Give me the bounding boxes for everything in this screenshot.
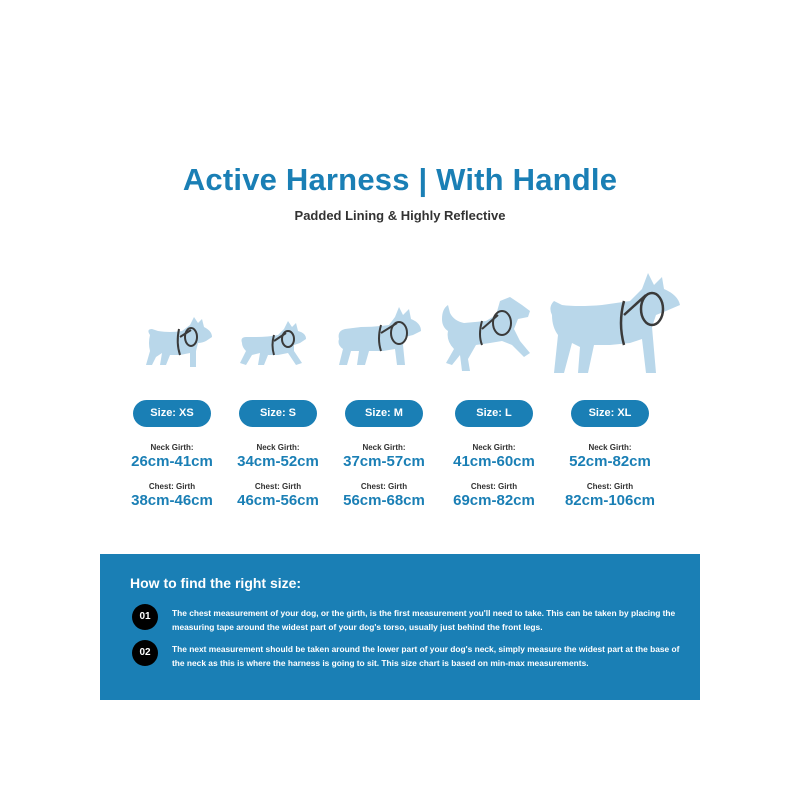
dog-l-icon — [440, 291, 536, 375]
chest-label: Chest: Girth — [586, 482, 634, 491]
size-badge: Size: L — [455, 400, 533, 427]
neck-label: Neck Girth: — [362, 443, 406, 452]
size-badge: Size: XS — [133, 400, 211, 427]
neck-label: Neck Girth: — [150, 443, 194, 452]
page-title: Active Harness | With Handle — [182, 162, 618, 197]
neck-label: Neck Girth: — [256, 443, 300, 452]
dog-xs-icon — [142, 315, 218, 371]
chest-value: 56cm-68cm — [343, 492, 425, 509]
chest-label: Chest: Girth — [360, 482, 408, 491]
neck-value: 37cm-57cm — [343, 453, 425, 470]
chest-label: Chest: Girth — [148, 482, 196, 491]
neck-value: 41cm-60cm — [453, 453, 535, 470]
size-column-m — [324, 400, 444, 509]
page-subtitle: Padded Lining & Highly Reflective — [294, 208, 506, 223]
size-column-l — [434, 400, 554, 509]
size-column-xl — [550, 400, 670, 509]
neck-label: Neck Girth: — [588, 443, 632, 452]
guide-title: How to find the right size: — [130, 575, 302, 591]
size-column-s — [218, 400, 338, 509]
dog-s-icon — [238, 317, 310, 369]
step-number-badge: 02 — [132, 640, 158, 666]
step-text: The next measurement should be taken around the lower part of your dog's neck, simply measure the widest part at the base of the neck as this is where the harness is going to sit. This size chart is based on min-max measurements. — [172, 644, 680, 668]
chest-value: 69cm-82cm — [453, 492, 535, 509]
step-number-badge: 01 — [132, 604, 158, 630]
size-column-xs — [112, 400, 232, 509]
size-guide-panel — [100, 554, 700, 700]
chest-label: Chest: Girth — [254, 482, 302, 491]
size-badge: Size: M — [345, 400, 423, 427]
neck-value: 26cm-41cm — [131, 453, 213, 470]
chest-value: 38cm-46cm — [131, 492, 213, 509]
chest-value: 82cm-106cm — [564, 492, 656, 509]
neck-value: 34cm-52cm — [237, 453, 319, 470]
dog-xl-icon — [548, 265, 682, 377]
size-badge: Size: S — [239, 400, 317, 427]
dog-m-icon — [335, 303, 427, 369]
neck-value: 52cm-82cm — [569, 453, 651, 470]
chest-label: Chest: Girth — [470, 482, 518, 491]
step-text: The chest measurement of your dog, or the girth, is the first measurement you'll need to take. This can be taken by placing the measuring tape around the widest part of your dog's torso, usually just behind the front legs. — [172, 608, 676, 632]
chest-value: 46cm-56cm — [237, 492, 319, 509]
dog-illustrations — [0, 255, 800, 385]
neck-label: Neck Girth: — [472, 443, 516, 452]
size-badge: Size: XL — [571, 400, 649, 427]
